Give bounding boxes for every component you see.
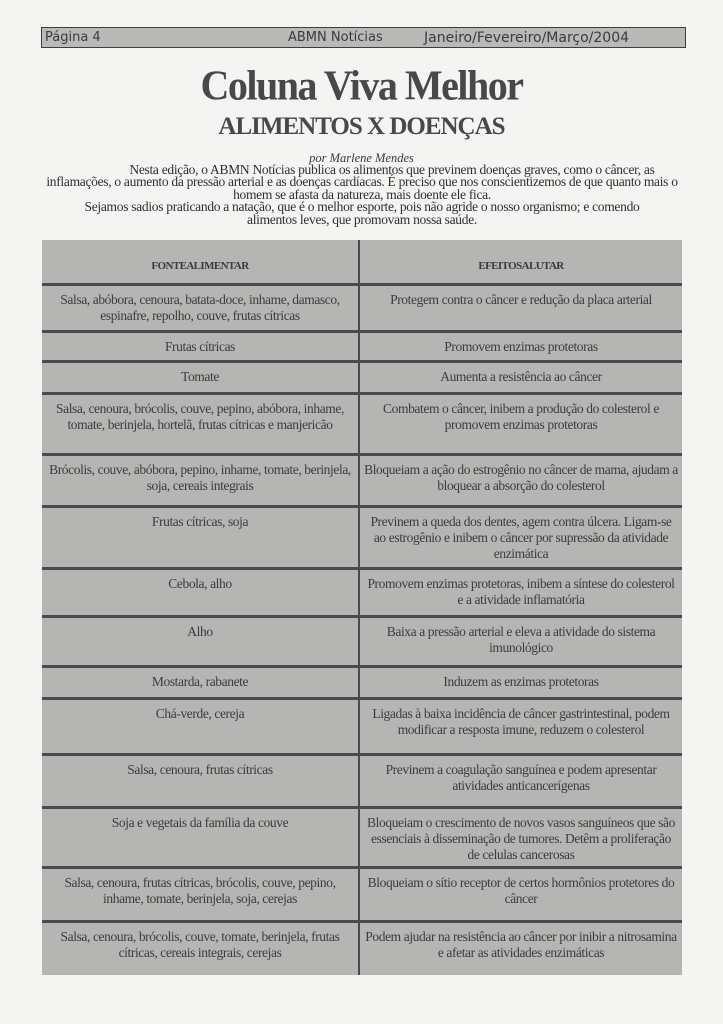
- table-row: [42, 456, 682, 507]
- article-title: Coluna Viva Melhor: [200, 61, 523, 110]
- health-effect-cell: Previnem a coagulação sanguínea e podem apresentar atividades anticancerígenas: [385, 762, 657, 793]
- table-row: [42, 756, 682, 808]
- food-source-cell: Mostarda, rabanete: [151, 674, 249, 689]
- table-row: [42, 700, 682, 755]
- table-row: [42, 395, 682, 455]
- health-effect-cell: Ligadas à baixa incidência de câncer gastrintestinal, podem modificar a resposta imune, reduzem o colesterol: [372, 706, 670, 737]
- article-subtitle: ALIMENTOS X DOENÇAS: [218, 113, 505, 140]
- food-disease-table: [42, 240, 682, 975]
- table-row: [42, 869, 682, 922]
- article-byline: por Marlene Mendes: [309, 151, 414, 165]
- column-header-health-effect: EFEITOSALUTAR: [478, 260, 564, 272]
- table-row: [42, 286, 682, 332]
- food-source-cell: Alho: [187, 624, 213, 639]
- food-source-cell: Soja e vegetais da família da couve: [111, 815, 289, 830]
- intro-paragraph: Sejamos sadios praticando a natação, que é o melhor esporte, pois não agride o nosso organismo; e comendo alimentos leves, que promovam nossa saúde.: [84, 199, 640, 227]
- table-row: [42, 363, 682, 394]
- food-source-cell: Salsa, cenoura, brócolis, couve, pepino, abóbora, inhame, tomate, berinjela, hortelã, frutas cítricas e manjericão: [56, 401, 344, 432]
- issue-date: Janeiro/Fevereiro/Março/2004: [424, 30, 630, 46]
- health-effect-cell: Previnem a queda dos dentes, agem contra úlcera. Ligam-se ao estrogênio e inibem o câncer por supressão da atividade enzimática: [370, 514, 672, 561]
- food-source-cell: Tomate: [181, 369, 219, 384]
- table-row: [42, 809, 682, 868]
- food-source-cell: Salsa, abóbora, cenoura, batata-doce, inhame, damasco, espinafre, repolho, couve, frutas cítricas: [60, 292, 340, 323]
- food-source-cell: Salsa, cenoura, frutas cítricas: [127, 762, 273, 777]
- table-row: [42, 668, 682, 699]
- table-row: [42, 333, 682, 362]
- food-source-cell: Brócolis, couve, abóbora, pepino, inhame, tomate, berinjela, soja, cereais integrais: [49, 462, 351, 493]
- health-effect-cell: Combatem o câncer, inibem a produção do colesterol e promovem enzimas protetoras: [383, 401, 659, 432]
- column-divider: [358, 240, 360, 975]
- food-source-cell: Cebola, alho: [168, 576, 232, 591]
- food-source-cell: Salsa, cenoura, brócolis, couve, tomate, berinjela, frutas cítricas, cereais integrais, cerejas: [60, 929, 340, 960]
- page-header-bar: [41, 27, 686, 48]
- health-effect-cell: Protegem contra o câncer e redução da placa arterial: [390, 292, 652, 307]
- column-header-food-source: FONTEALIMENTAR: [151, 260, 249, 272]
- food-source-cell: Salsa, cenoura, frutas cítricas, brócolis, couve, pepino, inhame, tomate, berinjela, soja, cerejas: [64, 875, 336, 906]
- table-row: [42, 618, 682, 667]
- intro-paragraph: Nesta edição, o ABMN Notícias publica os alimentos que previnem doenças graves, como o câncer, as inflamações, o aumento da pressão arterial e as doenças cardíacas. É preciso que nos conscientizemos de que quanto mais o homem se afasta da natureza, mais doente ele fica.: [46, 162, 678, 202]
- health-effect-cell: Aumenta a resistência ao câncer: [440, 369, 602, 384]
- health-effect-cell: Bloqueiam o crescimento de novos vasos sanguíneos que são essenciais à disseminação de tumores. Detêm a proliferação de celulas cancerosas: [367, 815, 675, 862]
- publication-name: ABMN Notícias: [288, 30, 383, 45]
- food-source-cell: Chá-verde, cereja: [155, 706, 245, 721]
- health-effect-cell: Bloqueiam o sítio receptor de certos hormônios protetores do câncer: [367, 875, 675, 906]
- table-row: [42, 923, 682, 975]
- health-effect-cell: Bloqueiam a ação do estrogênio no câncer de mama, ajudam a bloquear a absorção do colesterol: [364, 462, 678, 493]
- table-row: [42, 570, 682, 617]
- article-intro: [44, 164, 680, 226]
- health-effect-cell: Induzem as enzimas protetoras: [443, 674, 599, 689]
- health-effect-cell: Promovem enzimas protetoras, inibem a síntese do colesterol e a atividade inflamatória: [367, 576, 675, 607]
- food-source-cell: Frutas cítricas: [164, 339, 236, 354]
- table-row: [42, 508, 682, 569]
- health-effect-cell: Baixa a pressão arterial e eleva a atividade do sistema imunológico: [386, 624, 656, 655]
- page-number: Página 4: [45, 30, 101, 45]
- health-effect-cell: Podem ajudar na resistência ao câncer por inibir a nitrosamina e afetar as atividades enzimáticas: [365, 929, 677, 960]
- food-source-cell: Frutas cítricas, soja: [151, 514, 249, 529]
- health-effect-cell: Promovem enzimas protetoras: [444, 339, 598, 354]
